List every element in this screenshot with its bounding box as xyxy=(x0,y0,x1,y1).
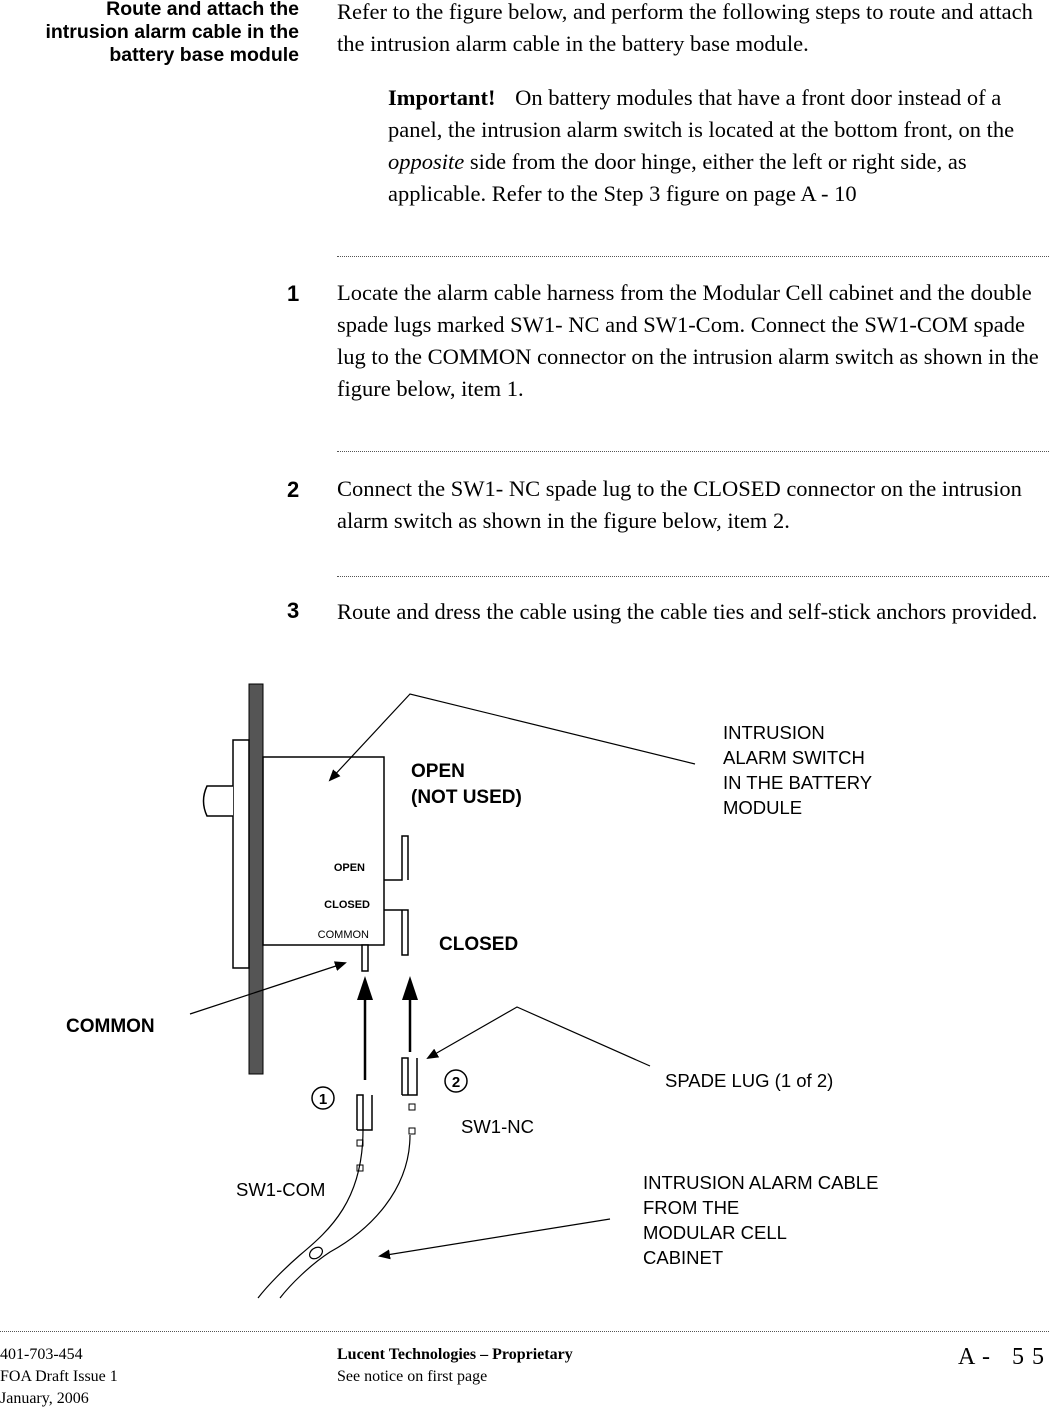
label-closed: CLOSED xyxy=(439,934,519,955)
callout-2: 2 xyxy=(451,1074,461,1091)
open-terminal xyxy=(384,836,408,880)
common-terminal xyxy=(362,945,368,971)
leader-spade-lug xyxy=(428,1007,650,1066)
step-3-number: 3 xyxy=(287,598,300,623)
intro-paragraph: Refer to the figure below, and perform the following steps to route and attach the intrusion alarm cable in the battery base module. xyxy=(337,0,1033,56)
label-sw1-nc: SW1-NC xyxy=(461,1116,534,1137)
page-number: A - 5 5 xyxy=(958,1344,1045,1370)
label-intrusion-switch: INTRUSION ALARM SWITCH IN THE BATTERY MODULE xyxy=(723,722,872,818)
footer-proprietary xyxy=(337,1344,573,1388)
spade-lug-nc xyxy=(402,1058,417,1095)
switch-plunger xyxy=(204,786,234,816)
important-label: Important! xyxy=(388,85,496,110)
lug-tab xyxy=(409,1104,415,1110)
footer-divider xyxy=(0,1331,1049,1332)
important-emphasis: opposite xyxy=(388,149,465,174)
footer-issue: FOA Draft Issue 1 xyxy=(0,1368,118,1385)
battery-panel xyxy=(249,684,263,1074)
panel-bracket xyxy=(233,740,249,968)
arrow-head-common xyxy=(357,976,373,1000)
cable-wire-com xyxy=(258,1130,363,1298)
callout-1: 1 xyxy=(318,1091,328,1108)
switch-closed-text: CLOSED xyxy=(324,899,370,911)
switch-body xyxy=(263,757,384,945)
closed-terminal xyxy=(384,910,408,955)
footer-doc-info xyxy=(0,1344,118,1410)
label-alarm-cable: INTRUSION ALARM CABLE FROM THE MODULAR CELL CABINET xyxy=(643,1172,879,1268)
step-2-number: 2 xyxy=(287,477,300,502)
label-spade-lug: SPADE LUG (1 of 2) xyxy=(665,1070,834,1091)
footer-company: Lucent Technologies – Proprietary xyxy=(337,1346,573,1363)
label-open-not-used: OPEN (NOT USED) xyxy=(411,761,522,808)
leader-common xyxy=(190,963,345,1014)
switch-open-text: OPEN xyxy=(333,862,365,874)
label-sw1-com: SW1-COM xyxy=(236,1179,326,1200)
leader-cable xyxy=(380,1219,610,1256)
important-text-after: side from the door hinge, either the left or right side, as applicable. Refer to the Step 3 figure on page A - 10 xyxy=(388,149,967,206)
step-1-number: 1 xyxy=(287,281,300,306)
section-heading-line-2: intrusion alarm cable in the xyxy=(45,21,299,43)
cable-wire-nc xyxy=(280,1135,410,1298)
label-common: COMMON xyxy=(66,1016,155,1037)
footer-doc-number: 401-703-454 xyxy=(0,1346,83,1363)
footer-notice: See notice on first page xyxy=(337,1368,488,1385)
section-heading-line-1: Route and attach the xyxy=(106,0,299,20)
step-1-text: Locate the alarm cable harness from the Modular Cell cabinet and the double spade lugs marked SW1- NC and SW1-Com. Connect the SW1-COM spade lug to the COMMON connector on the intrusion alarm switch as shown in the figure below, item 1. xyxy=(337,280,1039,401)
step-3-text: Route and dress the cable using the cable ties and self-stick anchors provided. xyxy=(337,599,1038,624)
section-heading-line-3: battery base module xyxy=(109,44,299,66)
footer-date: January, 2006 xyxy=(0,1390,89,1407)
lug-tab xyxy=(409,1128,415,1134)
step-2-text: Connect the SW1- NC spade lug to the CLOSED connector on the intrusion alarm switch as shown in the figure below, item 2. xyxy=(337,476,1022,533)
important-text-before: On battery modules that have a front door instead of a panel, the intrusion alarm switch is located at the bottom front, on the xyxy=(388,85,1015,142)
arrow-head-closed xyxy=(402,976,418,1000)
cable-tie xyxy=(307,1245,324,1261)
spade-lug-com xyxy=(357,1095,372,1130)
switch-common-text: COMMON xyxy=(317,929,369,941)
